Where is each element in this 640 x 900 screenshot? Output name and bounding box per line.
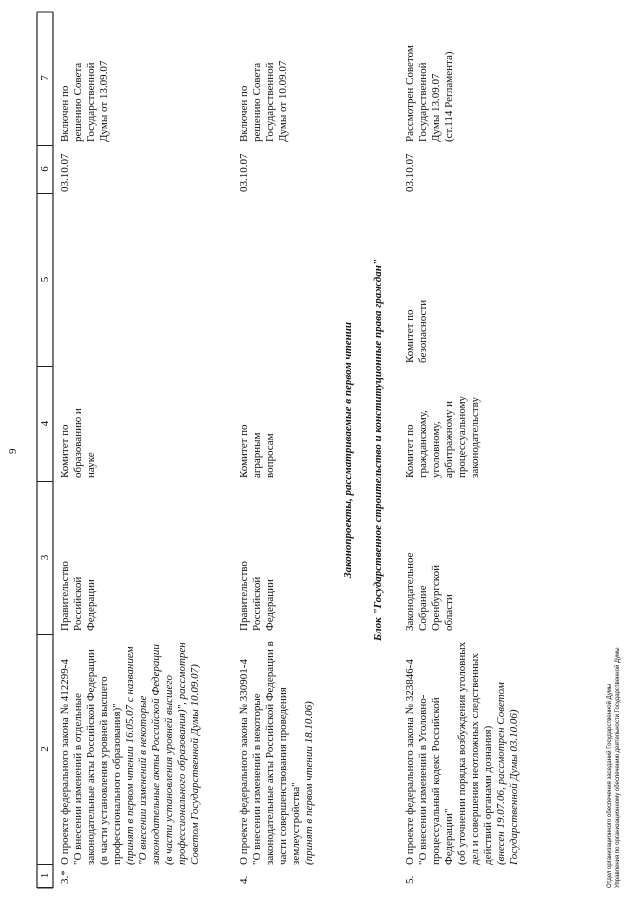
responsible-committee: Комитет по образованию и науке <box>59 408 97 478</box>
date: 03.10.07 <box>59 153 71 192</box>
bill-description: О проекте федерального закона № 412299-4 "О внесении изменений в отдельные законодательные акты Российской Федерации (в части установления уровней высшего профессионального образования)" (принят в первом чтении 16.05.07 с названием "О внесении изменений в некоторые законодательные акты Российской Федерации (в части установления уровней высшего профессионального образования)", рассмотрен Советом Государственной Думы 10.09.07) <box>59 642 201 865</box>
header-col-3: 3 <box>37 481 53 635</box>
header-col-5: 5 <box>37 193 53 367</box>
note: Включен по решению Совета Государственной Думы от 10.09.07 <box>238 60 289 142</box>
responsible-committee: Комитет по аграрным вопросам <box>238 424 276 478</box>
date: 03.10.07 <box>404 153 416 192</box>
header-col-4: 4 <box>37 366 53 482</box>
block-title: Блок "Государственное строительство и конституционные права граждан" <box>372 259 384 641</box>
initiator: Правительство Российской Федерации <box>59 561 97 631</box>
note: Включен по решению Совета Государственной Думы от 13.09.07 <box>59 60 110 142</box>
header-col-7: 7 <box>37 11 53 146</box>
header-col-1: 1 <box>37 864 53 888</box>
header-col-6: 6 <box>37 145 53 194</box>
initiator: Законодательное Собрание Оренбургской области <box>404 552 455 631</box>
note: Рассмотрен Советом Государственной Думы 13.09.07 (ст.114 Регламента) <box>404 45 455 142</box>
header-col-2: 2 <box>37 634 53 865</box>
co-committee: Комитет по безопасности <box>404 299 429 363</box>
bill-description: О проекте федерального закона № 330901-4 "О внесении изменений в некоторые законодательные акты Российской Федерации в части совершенствования проведения землеустройства" (принят в первом чтении 18.10.06) <box>238 641 315 865</box>
page-number: 9 <box>7 448 19 454</box>
row-number: 3.* <box>59 870 71 884</box>
footer: Отдел организационного обеспечения заседаний Государственной Думы Управления по организационному обеспечению деятельности Государственной Думы <box>607 647 621 888</box>
date: 03.10.07 <box>238 153 250 192</box>
row-number: 4. <box>238 875 250 884</box>
responsible-committee: Комитет по гражданскому, уголовному, арбитражному и процессуальному законодательству <box>404 395 481 478</box>
row-number: 5. <box>404 875 416 884</box>
bill-description: О проекте федерального закона № 323846-4 "О внесении изменений в Уголовно- процессуальный кодекс Российской Федерации" (об уточнении порядка возбуждения уголовных дел и совершения неотложных следственных действий органами дознания) (внесен 19.07.06, рассмотрен Советом Государственной Думы 03.10.06) <box>404 641 520 865</box>
section-title: Законопроекты, рассматриваемые в первом чтении <box>342 322 354 578</box>
initiator: Правительство Российской Федерации <box>238 561 276 631</box>
